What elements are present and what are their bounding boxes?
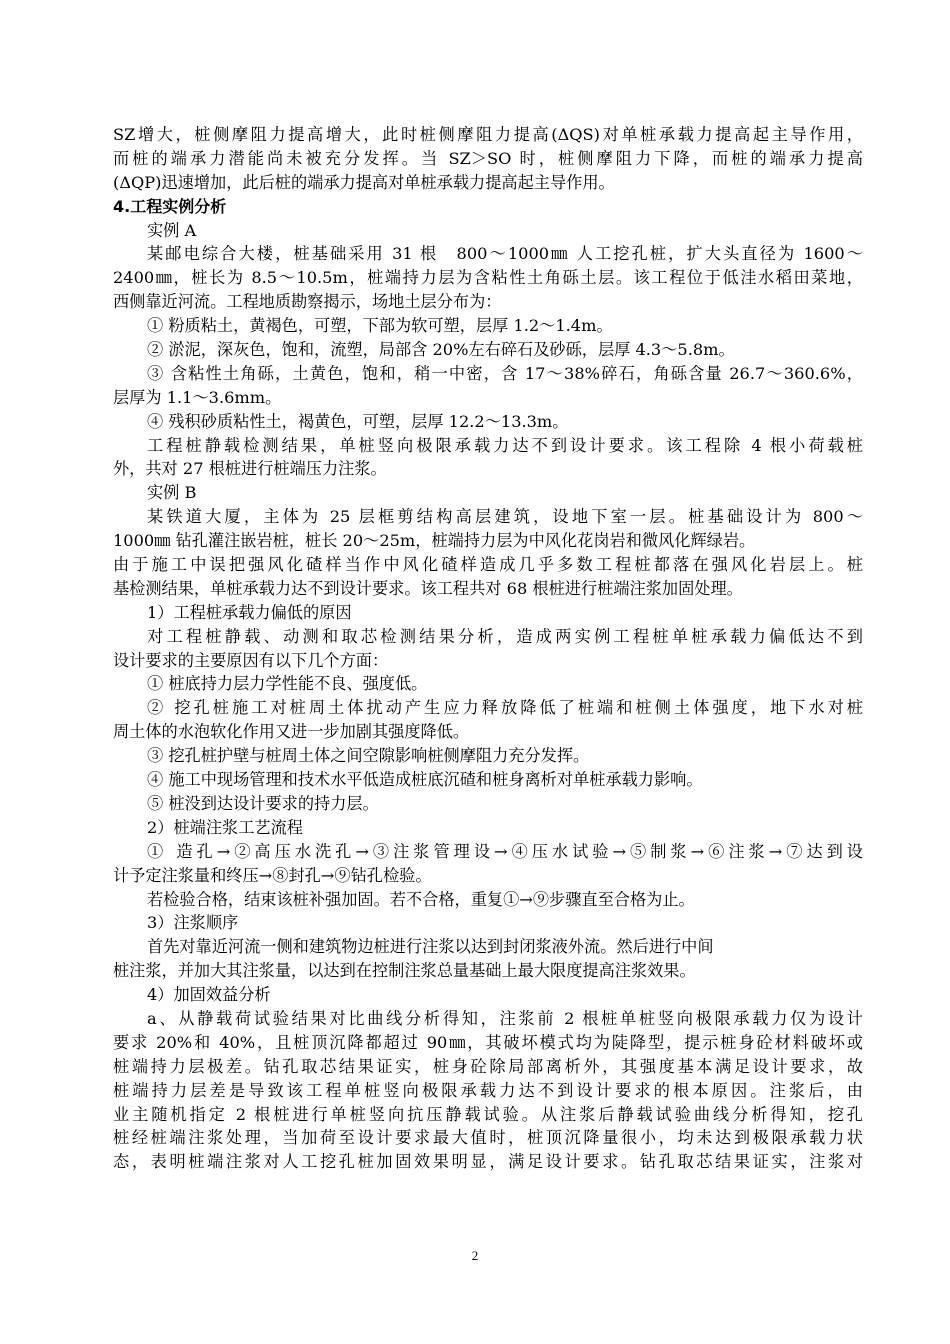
list-item: ⑤ 桩没到达设计要求的持力层。 [147,793,379,813]
page-number: 2 [471,1248,479,1263]
text-line: 桩端持力层极差。钻孔取芯结果证实，桩身砼除局部离析外，其强度基本满足设计要求，故 [113,1056,863,1076]
text-line: 某铁道大厦，主体为 25 层框剪结构高层建筑，设地下室一层。桩基础设计为 800～ [147,507,863,527]
text-line: 若检验合格，结束该桩补强加固。若不合格，重复①→⑨步骤直至合格为止。 [147,889,695,909]
text-line: 层厚为 1.1～3.6mm。 [113,387,282,407]
text-line: 计予定注浆量和终压→⑧封孔→⑨钻孔检验。 [113,865,432,885]
text-line: 对工程桩静载、动测和取芯检测结果分析，造成两实例工程桩单桩承载力偏低达不到 [147,626,863,646]
text-line: 而桩的端承力潜能尚未被充分发挥。当 SZ＞SO 时，桩侧摩阻力下降，而桩的端承力提高 [113,148,863,168]
body-text [113,123,863,1174]
text-line: a、从静载荷试验结果对比曲线分析得知，注浆前 2 根桩单桩竖向极限承载力仅为设计 [147,1008,863,1028]
text-line: 态，表明桩端注浆对人工挖孔桩加固效果明显，满足设计要求。钻孔取芯结果证实，注浆对 [113,1152,863,1172]
list-item: ② 淤泥，深灰色，饱和，流塑，局部含 20%左右碎石及砂砾，层厚 4.3～5.8m。 [147,340,735,360]
text-line: 1000㎜ 钻孔灌注嵌岩桩，桩长 20～25m，桩端持力层为中风化花岗岩和微风化辉绿岩。 [113,531,756,551]
text-line: 设计要求的主要原因有以下几个方面： [113,650,389,670]
subheading: 4）加固效益分析 [147,985,271,1005]
text-line: 外，共对 27 根桩进行桩端压力注浆。 [113,459,387,479]
text-line: 某邮电综合大楼，桩基础采用 31 根 800～1000㎜ 人工挖孔桩，扩大头直径为 1600～ [147,244,863,264]
list-item: ② 挖孔桩施工对桩周土体扰动产生应力释放降低了桩端和桩侧土体强度，地下水对桩 [147,698,863,718]
text-line: 由于施工中误把强风化碴样当作中风化碴样造成几乎多数工程桩都落在强风化岩层上。桩 [113,555,863,575]
subheading: 1）工程桩承载力偏低的原因 [147,602,352,622]
subheading: 3）注浆顺序 [147,913,239,933]
text-line: 2400㎜，桩长为 8.5～10.5m，桩端持力层为含粘性土角砾土层。该工程位于低洼水稻田菜地， [113,268,863,288]
text-line: (ΔQP)迅速增加，此后桩的端承力提高对单桩承载力提高起主导作用。 [113,172,615,192]
text-line: 西侧靠近河流。工程地质勘察揭示，场地土层分布为： [113,292,502,312]
subheading: 实例 B [147,483,197,503]
list-item: ④ 残积砂质粘性土，褐黄色，可塑，层厚 12.2～13.3m。 [147,411,569,431]
list-item: ③ 含粘性土角砾，土黄色，饱和，稍一中密，含 17～38%碎石，角砾含量 26.7～360.6%， [147,363,863,383]
subheading: 实例 A [147,220,197,240]
subheading: 2）桩端注浆工艺流程 [147,817,303,837]
text-line: 工程桩静载检测结果，单桩竖向极限承载力达不到设计要求。该工程除 4 根小荷载桩 [147,435,863,455]
text-line: 桩经桩端注浆处理，当加荷至设计要求最大值时，桩顶沉降量很小，均未达到极限承载力状 [113,1128,863,1148]
text-line: 业主随机指定 2 根桩进行单桩竖向抗压静载试验。从注浆后静载试验曲线分析得知，挖孔 [113,1104,863,1124]
list-item: ④ 施工中现场管理和技术水平低造成桩底沉碴和桩身离析对单桩承载力影响。 [147,770,703,790]
text-line: 要求 20%和 40%，且桩顶沉降都超过 90㎜，其破坏模式均为陡降型，提示桩身砼材料破坏或 [113,1032,863,1052]
section-heading: 4.工程实例分析 [113,196,227,216]
list-item: ① 粉质粘土，黄褐色，可塑，下部为软可塑，层厚 1.2～1.4m。 [147,316,613,336]
list-item: ① 桩底持力层力学性能不良、强度低。 [147,674,428,694]
text-line: 桩注浆，并加大其注浆量，以达到在控制注浆总量基础上最大限度提高注浆效果。 [113,961,696,981]
text-line: 首先对靠近河流一侧和建筑物边桩进行注浆以达到封闭浆液外流。然后进行中间 [147,937,714,957]
text-line: 桩端持力层差是导致该工程单桩竖向极限承载力达不到设计要求的根本原因。注浆后，由 [113,1080,863,1100]
text-line: 基检测结果，单桩承载力达不到设计要求。该工程共对 68 根桩进行桩端注浆加固处理。 [113,578,743,598]
text-line: SZ增大，桩侧摩阻力提高增大，此时桩侧摩阻力提高(ΔQS)对单桩承载力提高起主导作用， [113,125,863,144]
text-line: ① 造孔→②高压水洗孔→③注浆管理设→④压水试验→⑤制浆→⑥注浆→⑦达到设 [147,841,863,861]
text-line: 周土体的水泡软化作用又进一步加剧其强度降低。 [113,722,470,742]
list-item: ③ 挖孔桩护壁与桩周土体之间空隙影响桩侧摩阻力充分发挥。 [147,746,590,766]
